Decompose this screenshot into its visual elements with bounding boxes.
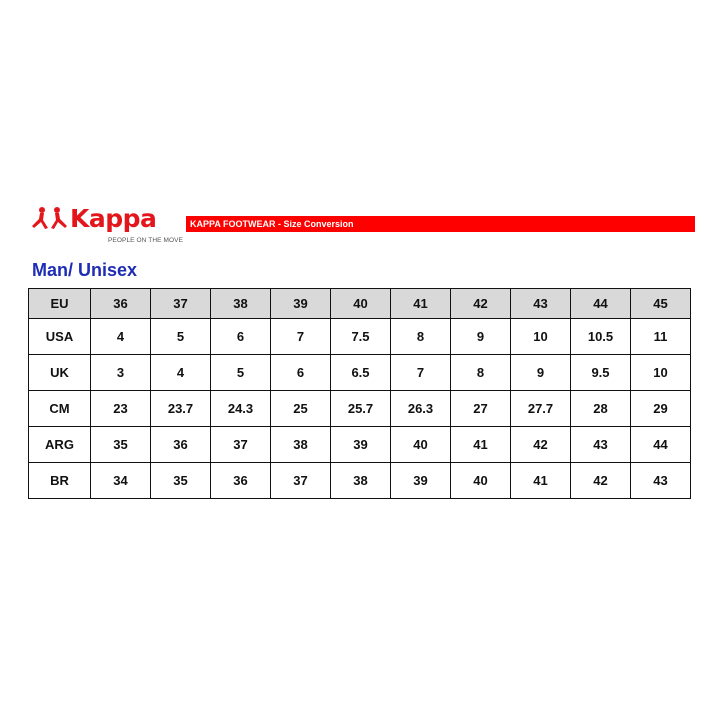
table-cell: 28 (571, 391, 631, 427)
table-cell: 39 (391, 463, 451, 499)
header-cell: 42 (451, 289, 511, 319)
table-cell: 8 (391, 319, 451, 355)
table-cell: 43 (631, 463, 691, 499)
table-cell: 23.7 (151, 391, 211, 427)
table-row (29, 355, 691, 391)
table-cell: 5 (151, 319, 211, 355)
kappa-omini-icon (30, 206, 70, 232)
table-cell: 10 (631, 355, 691, 391)
table-cell: 40 (451, 463, 511, 499)
table-cell: 37 (211, 427, 271, 463)
table-cell: 41 (451, 427, 511, 463)
table-cell: 11 (631, 319, 691, 355)
header-cell: 38 (211, 289, 271, 319)
title-banner (186, 216, 695, 232)
table-cell: 35 (91, 427, 151, 463)
banner-text: KAPPA FOOTWEAR - Size Conversion (190, 219, 354, 229)
header-cell: 41 (391, 289, 451, 319)
row-label: BR (29, 463, 91, 499)
row-label: ARG (29, 427, 91, 463)
row-label: USA (29, 319, 91, 355)
table-header-row (29, 289, 691, 319)
table-cell: 23 (91, 391, 151, 427)
table-cell: 37 (271, 463, 331, 499)
brand-name: Kappa (70, 204, 157, 233)
header-cell: 37 (151, 289, 211, 319)
table-cell: 34 (91, 463, 151, 499)
table-cell: 26.3 (391, 391, 451, 427)
row-label: CM (29, 391, 91, 427)
brand-tagline: PEOPLE ON THE MOVE (108, 237, 184, 244)
table-row (29, 391, 691, 427)
header-cell: 40 (331, 289, 391, 319)
row-label-eu: EU (29, 289, 91, 319)
table-cell: 27.7 (511, 391, 571, 427)
table-cell: 6 (211, 319, 271, 355)
table-cell: 3 (91, 355, 151, 391)
table-cell: 43 (571, 427, 631, 463)
header-cell: 36 (91, 289, 151, 319)
table-cell: 6.5 (331, 355, 391, 391)
table-cell: 5 (211, 355, 271, 391)
table-cell: 9 (511, 355, 571, 391)
table-cell: 7 (271, 319, 331, 355)
size-conversion-table (28, 288, 691, 499)
table-cell: 10 (511, 319, 571, 355)
table-cell: 35 (151, 463, 211, 499)
table-cell: 42 (571, 463, 631, 499)
table-cell: 29 (631, 391, 691, 427)
table-cell: 8 (451, 355, 511, 391)
table-cell: 39 (331, 427, 391, 463)
table-cell: 25.7 (331, 391, 391, 427)
table-cell: 41 (511, 463, 571, 499)
table-cell: 4 (91, 319, 151, 355)
table-cell: 27 (451, 391, 511, 427)
table-cell: 36 (211, 463, 271, 499)
header-cell: 39 (271, 289, 331, 319)
table-cell: 7 (391, 355, 451, 391)
header-cell: 44 (571, 289, 631, 319)
table-cell: 25 (271, 391, 331, 427)
table-cell: 44 (631, 427, 691, 463)
table-cell: 4 (151, 355, 211, 391)
table-cell: 10.5 (571, 319, 631, 355)
table-cell: 6 (271, 355, 331, 391)
table-cell: 36 (151, 427, 211, 463)
table-row (29, 463, 691, 499)
table-cell: 38 (271, 427, 331, 463)
header-cell: 43 (511, 289, 571, 319)
table-row (29, 427, 691, 463)
table-row (29, 319, 691, 355)
row-label: UK (29, 355, 91, 391)
table-cell: 24.3 (211, 391, 271, 427)
header-cell: 45 (631, 289, 691, 319)
table-cell: 9 (451, 319, 511, 355)
table-cell: 40 (391, 427, 451, 463)
table-cell: 38 (331, 463, 391, 499)
section-title: Man/ Unisex (32, 260, 138, 280)
kappa-logo (30, 204, 184, 248)
table-cell: 7.5 (331, 319, 391, 355)
table-cell: 42 (511, 427, 571, 463)
table-cell: 9.5 (571, 355, 631, 391)
